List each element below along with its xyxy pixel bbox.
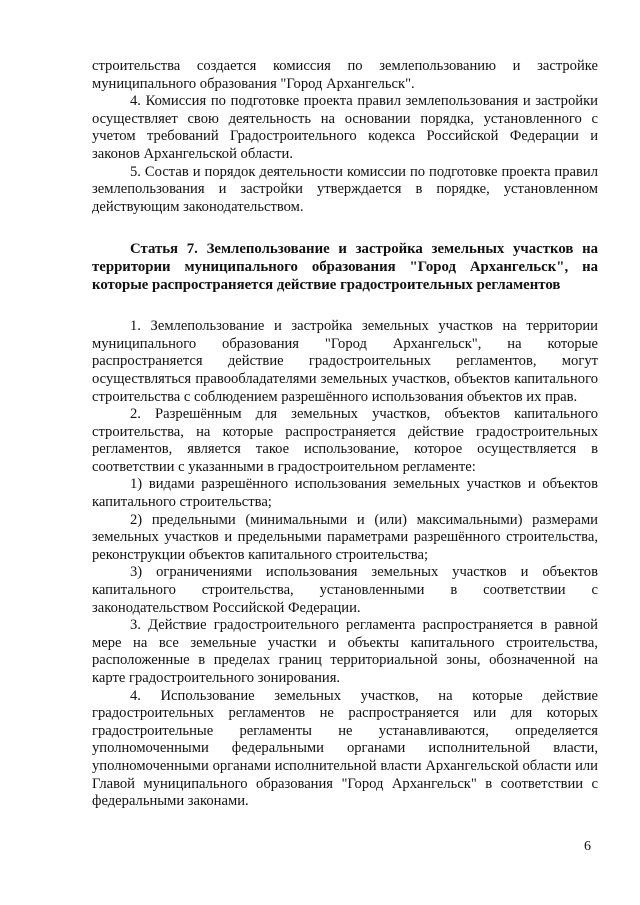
spacer: [92, 294, 598, 318]
paragraph-article-item-2: 2. Разрешённым для земельных участков, объектов капитального строительства, на которые распространяется действие градостроительных регламентов, является такое использование, которое осуществляется в соответствии с указанными в градостроительном регламенте:: [92, 406, 598, 475]
paragraph-subitem-3: 3) ограничениями использования земельных участков и объектов капитального строительства, установленными в соответствии с законодательством Российской Федерации.: [92, 564, 598, 616]
document-page: [92, 58, 598, 811]
spacer: [92, 216, 598, 241]
paragraph-item-4-commission: 4. Комиссия по подготовке проекта правил землепользования и застройки осуществляет свою деятельность на основании порядка, установленного с учетом требований Градостроительного кодекса Российской Федерации и законов Архангельской области.: [92, 93, 598, 162]
paragraph-article-item-4: 4. Использование земельных участков, на которые действие градостроительных регламентов не распространяется или для которых градостроительные регламенты не устанавливаются, определяется уполномоченными федеральными органами исполнительной власти, уполномоченными органами исполнительной власти Архангельской области или Главой муниципального образования "Город Архангельск" в соответствии с федеральными законами.: [92, 687, 598, 810]
paragraph-subitem-1: 1) видами разрешённого использования земельных участков и объектов капитального строительства;: [92, 476, 598, 511]
paragraph-subitem-2: 2) предельными (минимальными и (или) максимальными) размерами земельных участков и предельными параметрами разрешённого строительства, реконструкции объектов капитального строительства;: [92, 511, 598, 563]
article-7-heading: Статья 7. Землепользование и застройка земельных участков на территории муниципального образования "Город Архангельск", на которые распространяется действие градостроительных регламентов: [92, 241, 598, 293]
paragraph-item-5-commission: 5. Состав и порядок деятельности комиссии по подготовке проекта правил землепользования и застройки утверждается в порядке, установленном действующим законодательством.: [92, 163, 598, 215]
page-number: 6: [584, 839, 591, 854]
paragraph-article-item-3: 3. Действие градостроительного регламента распространяется в равной мере на все земельные участки и объекты капитального строительства, расположенные в пределах границ территориальной зоны, обозначенной на карте градостроительного зонирования.: [92, 617, 598, 686]
paragraph-article-item-1: 1. Землепользование и застройка земельных участков на территории муниципального образования "Город Архангельск", на которые распространяется действие градостроительных регламентов, могут осуществляться правообладателями земельных участков, объектов капитального строительства с соблюдением разрешённого использования объектов их прав.: [92, 318, 598, 405]
paragraph-commission-continuation: строительства создается комиссия по землепользованию и застройке муниципального образования "Город Архангельск".: [92, 58, 598, 92]
